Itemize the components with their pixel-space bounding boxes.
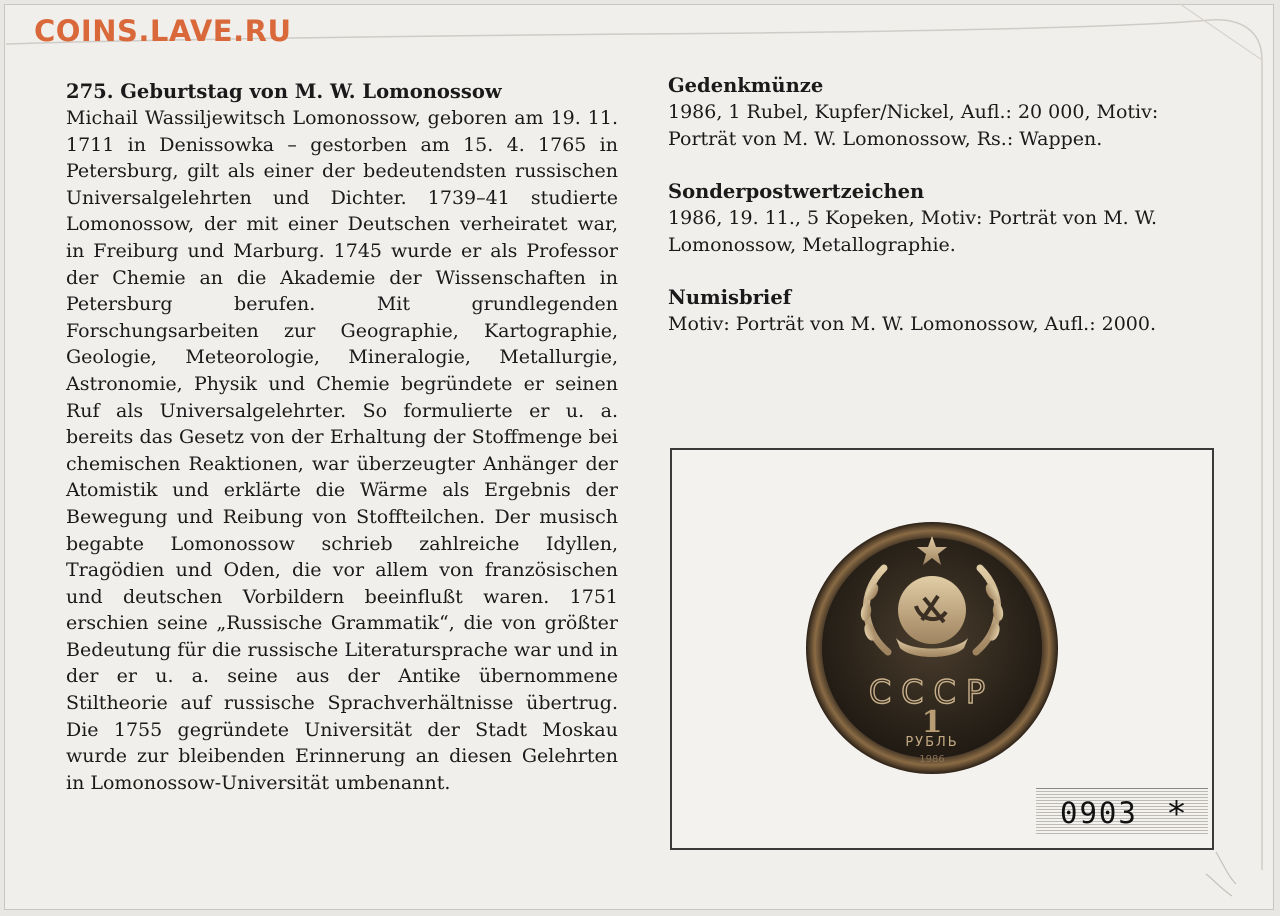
coin-unit: РУБЛЬ <box>905 735 959 750</box>
article-column <box>66 78 618 796</box>
section-text: Motiv: Porträt von M. W. Lomonossow, Aufl.: 2000. <box>668 313 1157 335</box>
section-text: 1986, 1 Rubel, Kupfer/Nickel, Aufl.: 20 000, Motiv: Porträt von M. W. Lomonossow, Rs.: Wappen. <box>668 101 1159 150</box>
section-title: Gedenkmünze <box>668 74 824 97</box>
section-gedenkmuenze <box>668 72 1228 152</box>
coin-denomination: 1 <box>921 705 943 740</box>
section-title: Sonderpostwertzeichen <box>668 180 925 203</box>
section-sonderpostwertzeichen <box>668 178 1228 258</box>
coin-image <box>804 520 1060 776</box>
serial-star-mark: * <box>1168 794 1185 834</box>
coin-country-text: СССР <box>868 673 996 711</box>
serial-number: 0903 <box>1060 796 1138 830</box>
article-title: 275. Geburtstag von M. W. Lomonossow <box>66 80 502 103</box>
article-body: Michail Wassiljewitsch Lomonossow, geboren am 19. 11. 1711 in Denissowka – gestorben am 15. 4. 1765 in Petersburg, gilt als einer der bedeutendsten russischen Universalgelehrten und Dichter. 1739–41 studierte Lomonossow, der mit einer Deutschen verheiratet war, in Freiburg und Marburg. 1745 wurde er als Professor der Chemie an die Akademie der Wissenschaften in Petersburg berufen. Mit grundlegenden Forschungsarbeiten zur Geographie, Kartographie, Geologie, Meteorologie, Mineralogie, Metallurgie, Astronomie, Physik und Chemie begründete er seinen Ruf als Universalgelehrter. So formulierte er u. a. bereits das Gesetz von der Erhaltung der Stoffmenge bei chemischen Reaktionen, war überzeugter Anhänger der Atomistik und erklärte die Wärme als Ergebnis der Bewegung und Reibung von Stoffteilchen. Der musisch begabte Lomonossow schrieb zahlreiche Idyllen, Tragödien und Oden, die vor allem von französischen und deutschen Vorbildern beeinflußt waren. 1751 erschien seine „Russische Grammatik“, die von größter Bedeutung für die russische Literatursprache war und in der er u. a. seine aus der Antike übernommene Stiltheorie auf russische Sprachverhältnisse übertrug. Die 1755 gegründete Universität der Stadt Moskau wurde zur bleibenden Erinnerung an diesen Gelehrten in Lomonossow-Universität umbenannt. <box>66 107 618 794</box>
info-column <box>668 72 1228 364</box>
coin-year: 1986 <box>919 754 945 765</box>
section-numisbrief <box>668 284 1228 338</box>
section-text: 1986, 19. 11., 5 Kopeken, Motiv: Porträt von M. W. Lomonossow, Metallographie. <box>668 207 1157 256</box>
watermark-text: COINS.LAVE.RU <box>34 14 292 48</box>
section-title: Numisbrief <box>668 286 792 309</box>
